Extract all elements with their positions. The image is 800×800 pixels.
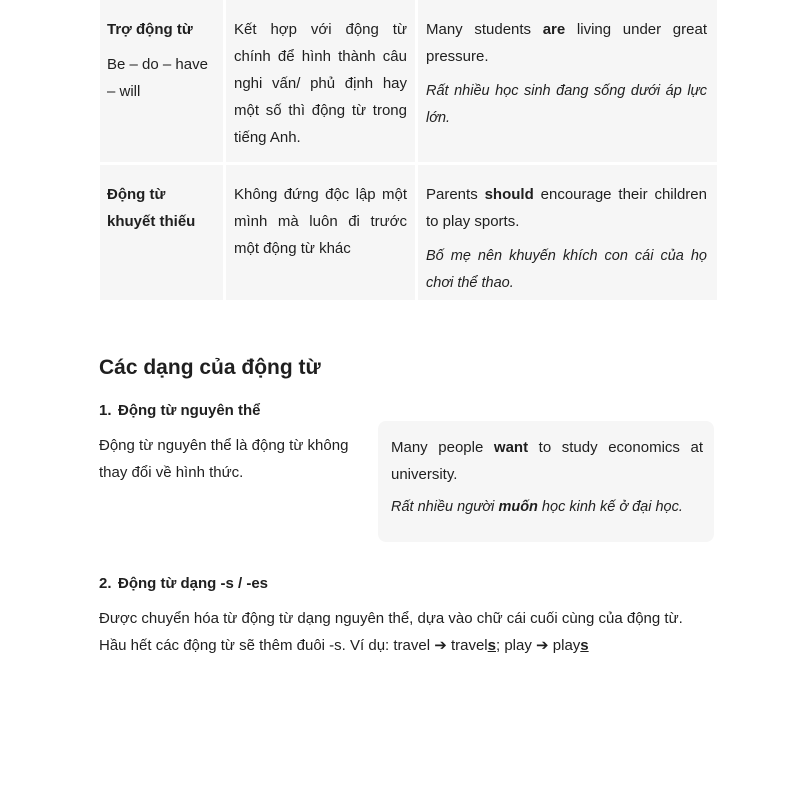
table-cell-example [418,0,717,162]
table-cell-example [418,165,717,300]
highlighted-verb: are [542,21,566,38]
table-row [100,165,717,300]
suffix-highlight: s [580,637,589,654]
section-title: Các dạng của động từ [99,356,321,379]
description-text: Không đứng độc lập một mình mà luôn đi trước một động từ khác [234,186,407,257]
description-text: Kết hợp với động từ chính để hình thành câu nghi vấn/ phủ định hay một số thì động từ trong tiếng Anh. [234,21,407,146]
suffix-highlight: s [487,637,496,654]
subsection-text: Động từ nguyên thể là động từ không thay đổi về hình thức. [99,437,349,481]
table-row [100,0,717,162]
example-vi: Rất nhiều người muốn học kinh kế ở đại học. [391,499,683,515]
arrow-right-icon: ➔ [536,637,549,654]
arrow-right-icon: ➔ [434,637,447,654]
highlighted-verb: should [484,186,534,203]
example-vi: Rất nhiều học sinh đang sống dưới áp lực lớn. [426,83,707,126]
verb-types-table [100,0,717,300]
table-cell-description [226,0,415,162]
term-label: Động từ khuyết thiếu [107,186,196,230]
table-cell-description [226,165,415,300]
subsection-heading: 2. Động từ dạng -s / -es [99,575,269,592]
highlighted-verb: want [493,439,529,456]
highlighted-verb: muốn [498,499,538,515]
subsection-text: Được chuyển hóa từ động từ dạng nguyên thể, dựa vào chữ cái cuối cùng của động từ. Hầu hết các động từ sẽ thêm đuôi -s. Ví dụ: travel ➔ travels; play ➔ plays [99,610,683,654]
example-box [378,421,714,542]
example-en: Many people want to study economics at university. [391,439,703,483]
example-en: Parents should encourage their children to play sports. [426,186,707,230]
example-vi: Bố mẹ nên khuyến khích con cái của họ chơi thể thao. [426,248,707,291]
term-detail: Be – do – have – will [107,56,208,100]
table-cell-term [100,165,223,300]
term-label: Trợ động từ [107,21,193,38]
table-cell-term [100,0,223,162]
subsection-heading: 1. Động từ nguyên thể [99,402,261,419]
example-en: Many students are living under great pressure. [426,21,707,65]
